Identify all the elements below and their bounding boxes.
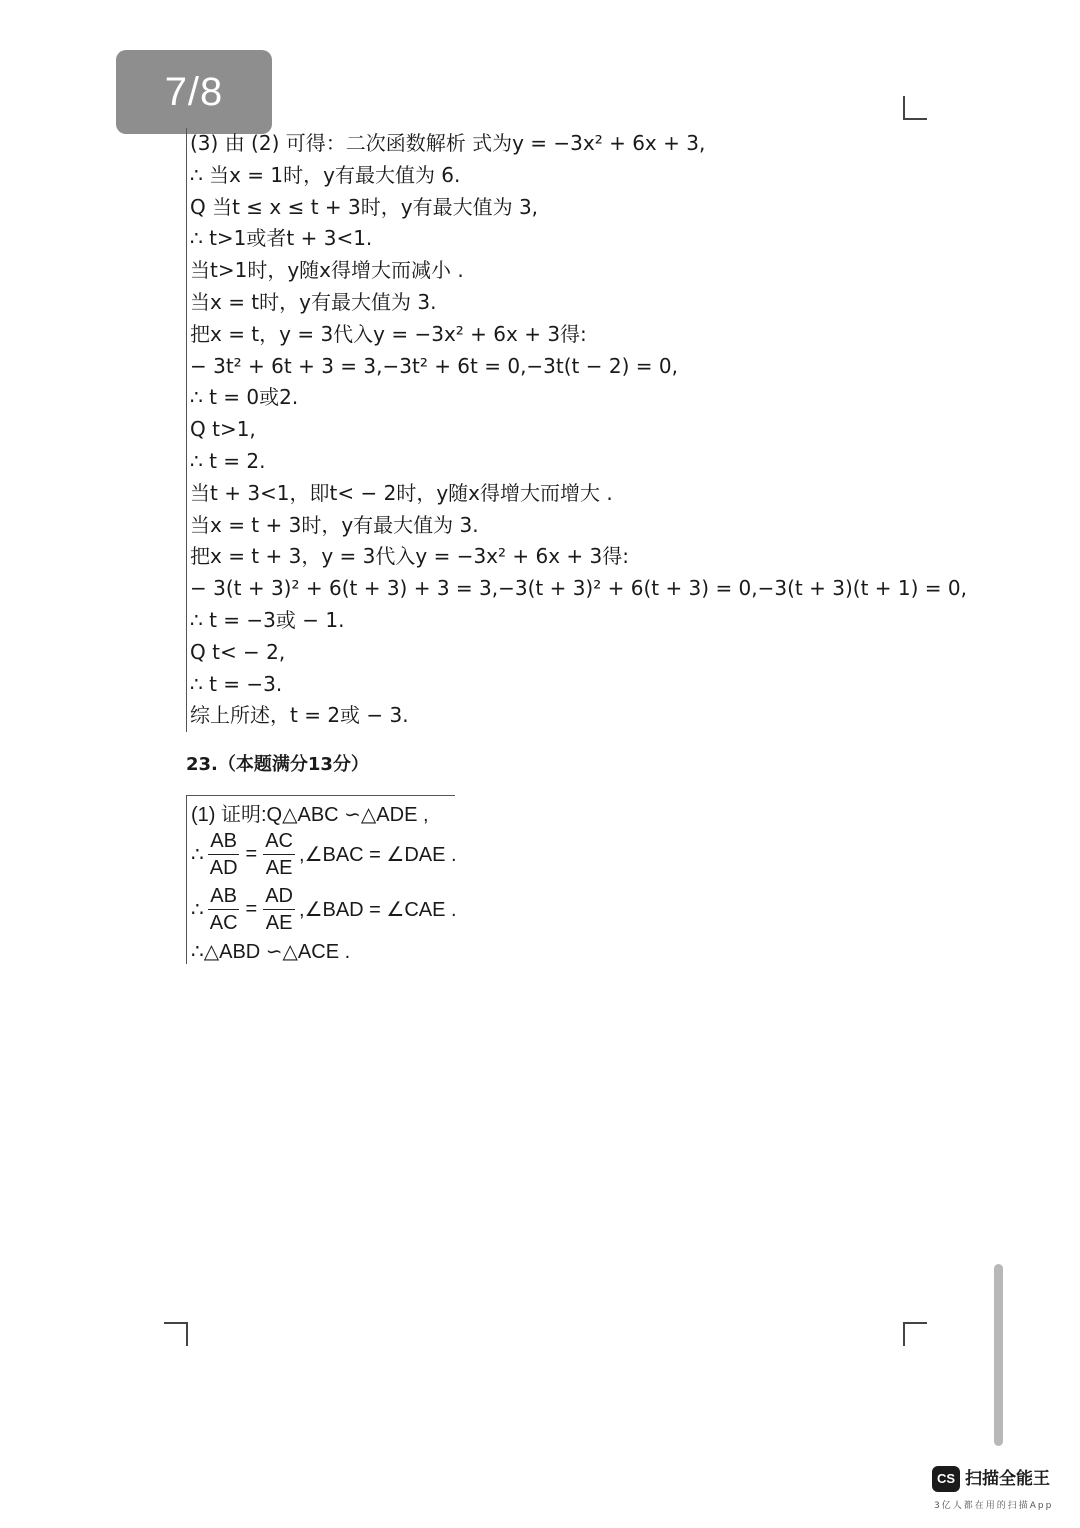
solution-line: ∴ t = 2. (190, 448, 266, 473)
crop-mark-bottom-left (164, 1322, 188, 1346)
numerator: AB (208, 883, 239, 910)
scrollbar-thumb[interactable] (994, 1264, 1003, 1446)
solution-line: 把x = t + 3，y = 3代入y = −3x² + 6x + 3得: (190, 544, 629, 569)
equals-sign: = (245, 898, 258, 920)
cs-logo-icon: CS (932, 1466, 960, 1492)
solution-line: − 3(t + 3)² + 6(t + 3) + 3 = 3,−3(t + 3)² + 6(t + 3) = 0,−3(t + 3)(t + 1) = 0, (190, 576, 967, 601)
solution-line: 综上所述，t = 2或 − 3. (190, 703, 409, 728)
solution-line: ∴ t = −3. (190, 671, 283, 696)
solution-line: ∴ 当x = 1时，y有最大值为 6. (190, 162, 461, 187)
fraction-ac-ae (263, 828, 295, 881)
numerator: AB (208, 828, 239, 855)
proof-conclusion: ∴△ABD ∽△ACE . (191, 941, 351, 963)
question-23-title: 23.（本题满分13分） (186, 754, 369, 775)
app-watermark (932, 1466, 1062, 1516)
solution-line: 当t + 3<1，即t< − 2时，y随x得增大而增大 . (190, 480, 613, 505)
angle-equality: ,∠BAC = ∠DAE . (299, 844, 457, 866)
solution-line: 当x = t时，y有最大值为 3. (190, 289, 437, 314)
angle-equality: ,∠BAD = ∠CAE . (299, 899, 457, 921)
proof-ratio-line-2 (191, 883, 457, 936)
fraction-ad-ae (263, 883, 295, 936)
fraction-ab-ac (208, 883, 240, 936)
solution-line: ∴ t = 0或2. (190, 385, 299, 410)
app-name: 扫描全能王 (965, 1469, 1050, 1489)
solution-line: Q t>1, (190, 417, 256, 442)
solution-line: Q 当t ≤ x ≤ t + 3时，y有最大值为 3, (190, 194, 539, 219)
therefore-symbol: ∴ (191, 899, 204, 921)
fraction-ab-ad (208, 828, 240, 881)
solution-line: (3) 由 (2) 可得：二次函数解析 式为y = −3x² + 6x + 3, (190, 131, 706, 155)
therefore-symbol: ∴ (191, 844, 204, 866)
denominator: AE (265, 857, 293, 879)
solution-line: 当t>1时，y随x得增大而减小 . (190, 258, 464, 283)
solution-line: 把x = t，y = 3代入y = −3x² + 6x + 3得: (190, 321, 587, 346)
page-indicator: 7/8 (116, 50, 272, 134)
solution-line: − 3t² + 6t + 3 = 3,−3t² + 6t = 0,−3t(t − 2) = 0, (190, 353, 678, 378)
solution-line: 当x = t + 3时，y有最大值为 3. (190, 512, 479, 537)
question-23-proof (186, 795, 455, 964)
app-tagline: 3亿人都在用的扫描App (934, 1501, 1054, 1511)
proof-line-1: (1) 证明:Q△ABC ∽△ADE , (191, 804, 429, 826)
denominator: AE (265, 912, 293, 934)
solution-line: Q t< − 2, (190, 639, 286, 664)
proof-ratio-line-1 (191, 828, 457, 881)
solution-part-3 (186, 128, 967, 732)
numerator: AC (263, 828, 295, 855)
denominator: AC (209, 912, 238, 934)
equals-sign: = (245, 843, 258, 865)
crop-mark-top-right (903, 96, 927, 120)
numerator: AD (263, 883, 295, 910)
solution-line: ∴ t>1或者t + 3<1. (190, 226, 373, 251)
crop-mark-bottom-right (903, 1322, 927, 1346)
denominator: AD (209, 857, 238, 879)
solution-line: ∴ t = −3或 − 1. (190, 607, 345, 632)
